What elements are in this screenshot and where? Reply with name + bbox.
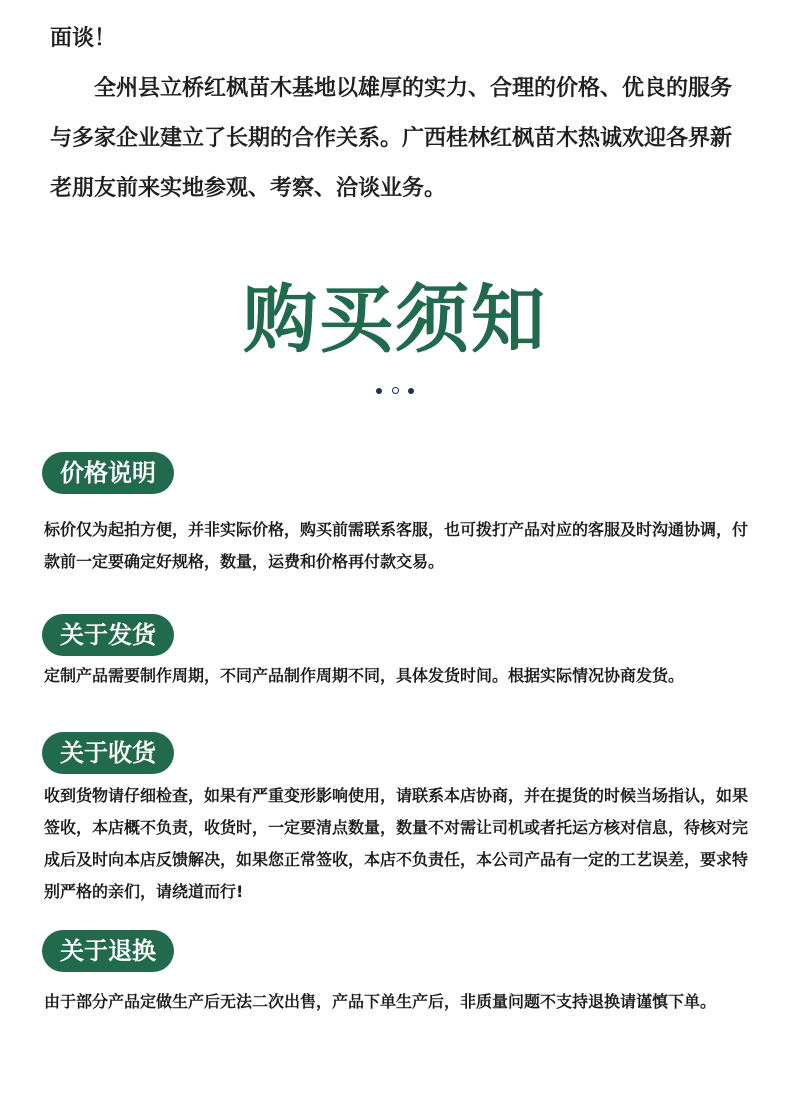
- section-badge-returns: 关于退换: [42, 930, 174, 972]
- dot-icon: [376, 388, 382, 394]
- section-badge-price: 价格说明: [42, 452, 174, 494]
- section-text-price: 标价仅为起拍方便，并非实际价格，购买前需联系客服，也可拨打产品对应的客服及时沟通协调，付款前一定要确定好规格，数量，运费和价格再付款交易。: [44, 520, 749, 571]
- intro-text: [50, 14, 750, 214]
- page-title: 购买须知: [243, 277, 547, 363]
- dot-hollow-icon: [392, 387, 399, 394]
- section-badge-receiving: 关于收货: [42, 732, 174, 774]
- dot-icon: [408, 388, 414, 394]
- decorative-dots: [0, 380, 790, 392]
- intro-line: 面谈！: [50, 26, 117, 51]
- section-text-shipping: 定制产品需要制作周期，不同产品制作周期不同，具体发货时间。根据实际情况协商发货。: [44, 666, 685, 685]
- intro-paragraph: 全州县立桥红枫苗木基地以雄厚的实力、合理的价格、优良的服务与多家企业建立了长期的合作关系。广西桂林红枫苗木热诚欢迎各界新老朋友前来实地参观、考察、洽谈业务。: [50, 76, 733, 201]
- section-text-receiving: 收到货物请仔细检查，如果有严重变形影响使用，请联系本店协商，并在提货的时候当场指认，如果签收，本店概不负责，收货时，一定要清点数量，数量不对需让司机或者托运方核对信息，待核对完成后及时向本店反馈解决，如果您正常签收，本店不负责任，本公司产品有一定的工艺误差，要求特别严格的亲们，请绕道而行!: [44, 786, 749, 901]
- section-badge-shipping: 关于发货: [42, 614, 174, 656]
- section-text-returns: 由于部分产品定做生产后无法二次出售，产品下单生产后，非质量问题不支持退换请谨慎下单。: [44, 992, 717, 1011]
